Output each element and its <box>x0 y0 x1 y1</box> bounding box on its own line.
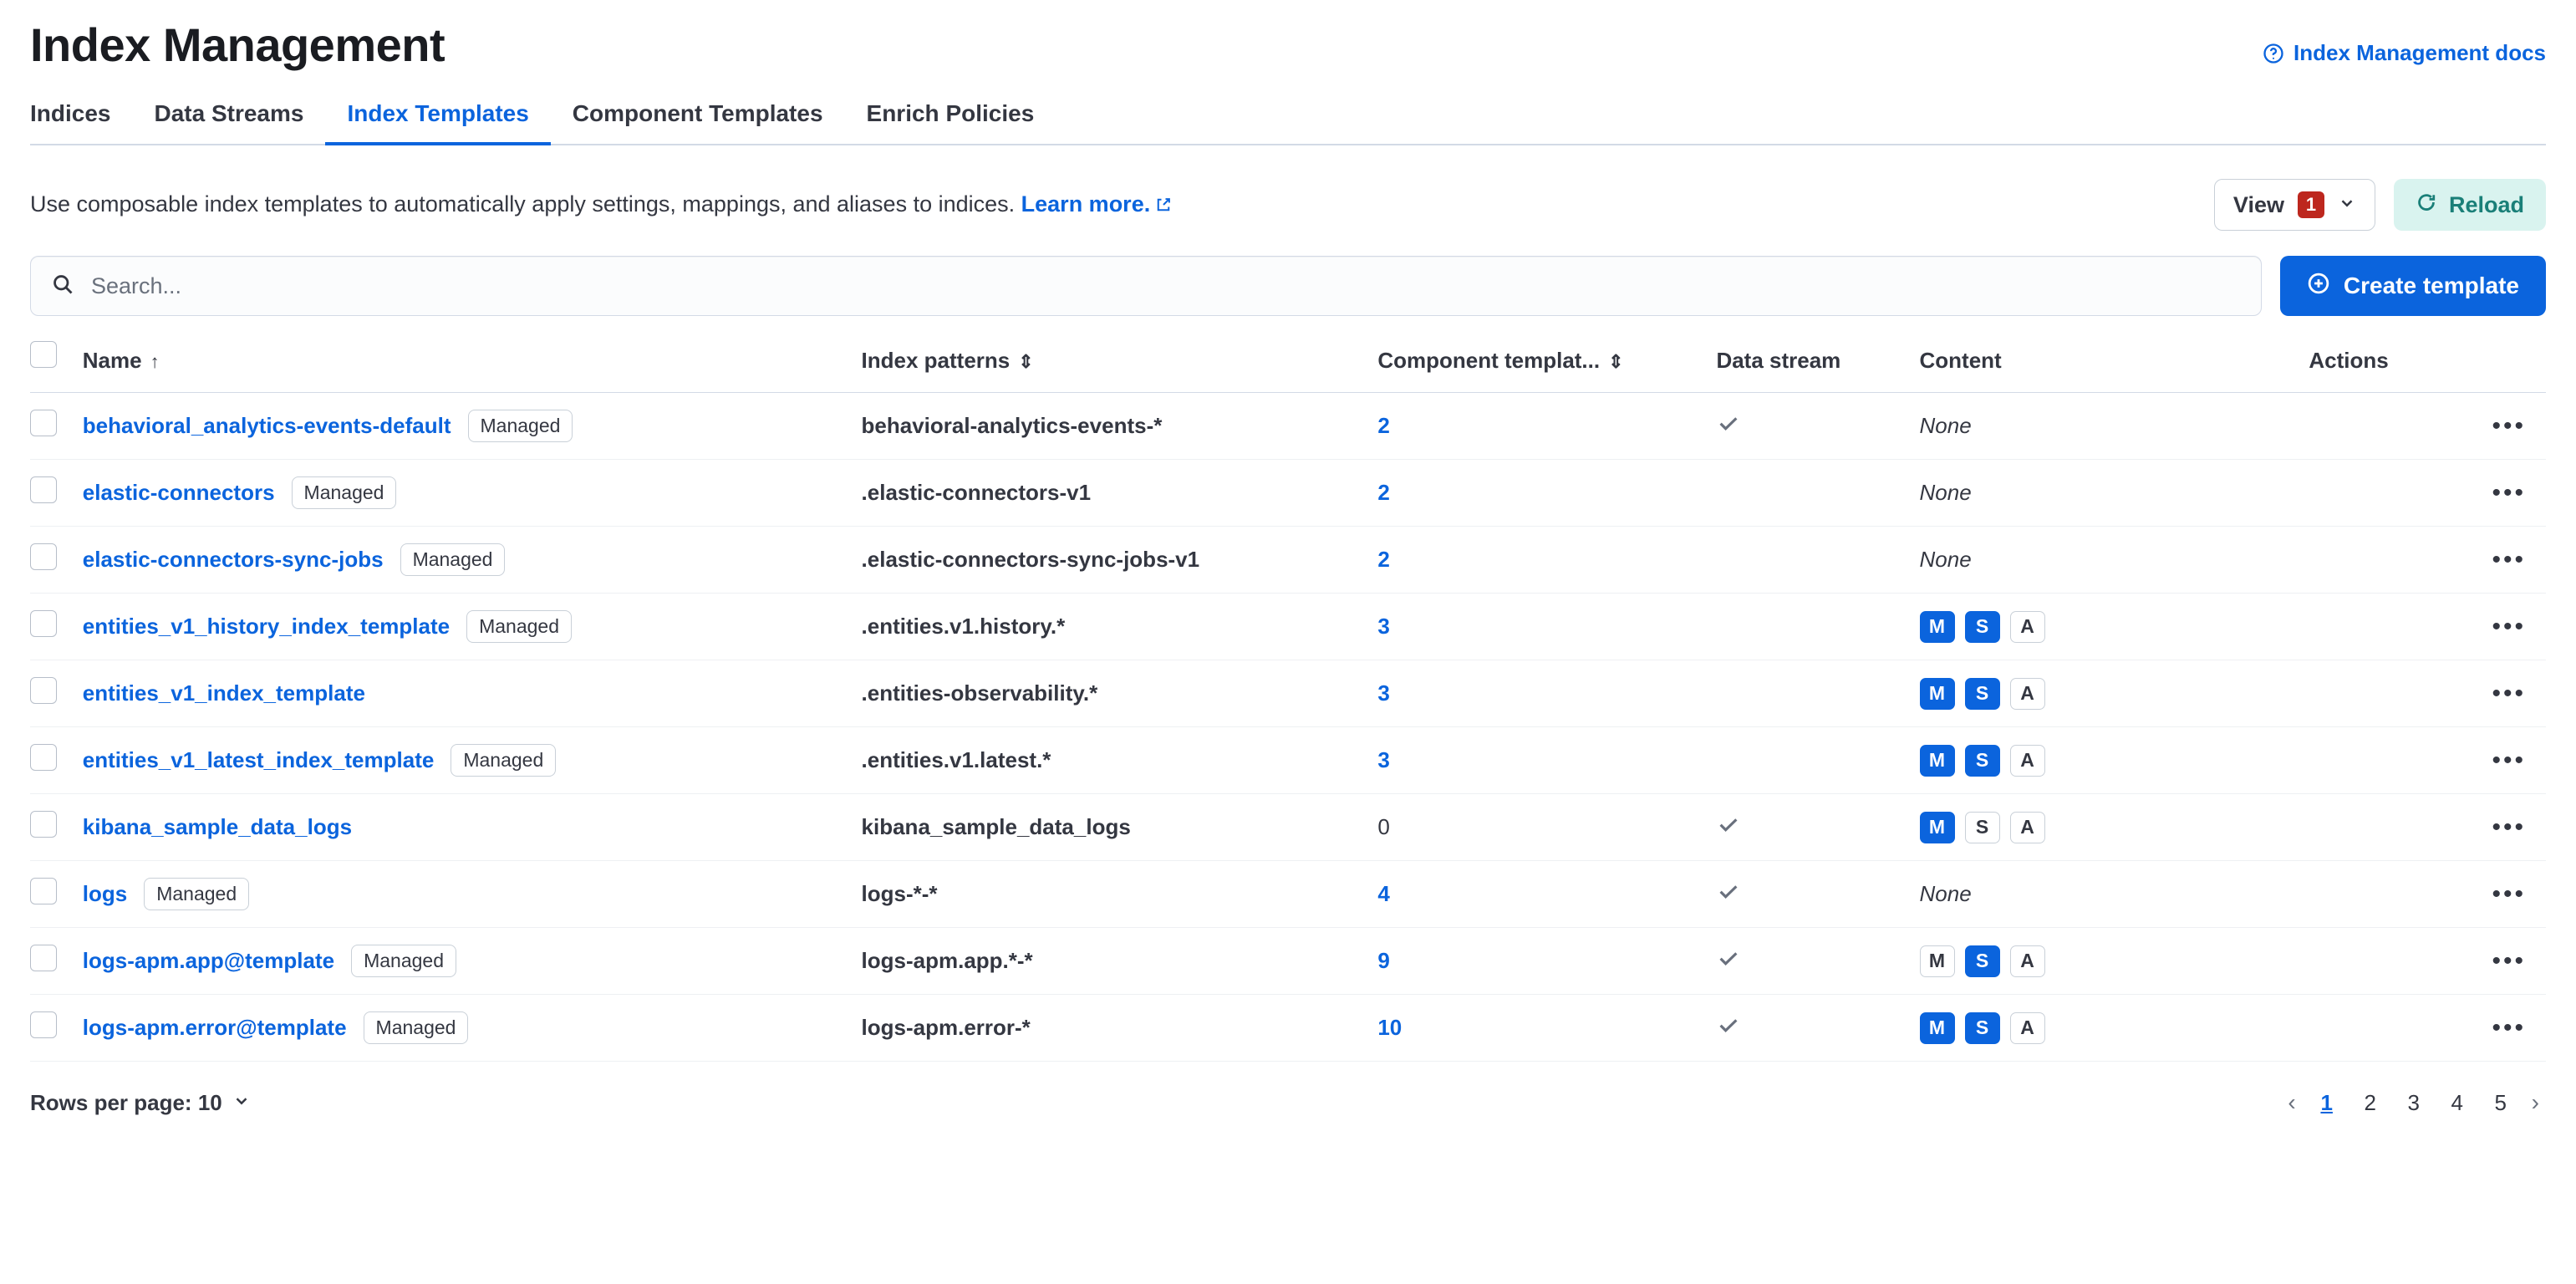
data-stream-cell <box>1716 928 1919 995</box>
row-actions-button[interactable]: ••• <box>2492 746 2526 774</box>
content-badge-m: M <box>1920 1012 1955 1044</box>
index-pattern-cell <box>862 861 1378 928</box>
component-templates-cell <box>1377 995 1716 1062</box>
content-badge-s: S <box>1965 611 2000 643</box>
component-templates-cell <box>1377 660 1716 727</box>
table-row <box>30 794 2546 861</box>
actions-cell <box>2309 727 2546 794</box>
content-badge-s: S <box>1965 678 2000 710</box>
tab-enrich-policies[interactable]: Enrich Policies <box>866 100 1035 126</box>
content-badge-m: M <box>1920 812 1955 843</box>
table-row <box>30 460 2546 527</box>
row-select-cell <box>30 995 83 1062</box>
managed-badge: Managed <box>144 878 249 910</box>
data-stream-cell <box>1716 727 1919 794</box>
row-checkbox[interactable] <box>30 878 57 904</box>
index-pattern-cell <box>862 393 1378 460</box>
content-badge-a: A <box>2010 745 2045 777</box>
row-actions-button[interactable]: ••• <box>2492 478 2526 507</box>
column-header-component-templates[interactable] <box>1377 341 1716 393</box>
table-row <box>30 928 2546 995</box>
row-select-cell <box>30 594 83 660</box>
content-cell <box>1920 928 2309 995</box>
template-name-link[interactable]: entities_v1_history_index_template <box>82 614 451 639</box>
column-header-data-stream-label: Data stream <box>1716 348 1841 373</box>
data-stream-cell <box>1716 660 1919 727</box>
component-templates-count[interactable]: 2 <box>1377 413 1390 438</box>
row-checkbox[interactable] <box>30 945 57 971</box>
managed-badge: Managed <box>292 476 397 509</box>
row-checkbox[interactable] <box>30 677 57 704</box>
actions-cell <box>2309 393 2546 460</box>
table-header-row <box>30 341 2546 393</box>
content-badge-m: M <box>1920 678 1955 710</box>
template-name-cell <box>83 527 862 594</box>
content-none-label: None <box>1919 480 1972 505</box>
column-header-content <box>1920 341 2309 393</box>
search-row <box>30 256 2546 316</box>
data-stream-cell <box>1716 794 1919 861</box>
tab-bar <box>30 100 2546 145</box>
content-cell <box>1920 527 2309 594</box>
content-badge-s: S <box>1965 812 2000 843</box>
row-select-cell <box>30 727 83 794</box>
index-pattern-value: .elastic-connectors-sync-jobs-v1 <box>861 547 1200 572</box>
template-name-cell <box>83 794 862 861</box>
actions-cell <box>2309 928 2546 995</box>
check-icon <box>1716 415 1741 441</box>
table-row <box>30 594 2546 660</box>
table-row <box>30 660 2546 727</box>
row-checkbox[interactable] <box>30 811 57 838</box>
tab-indices[interactable]: Indices <box>30 100 111 126</box>
row-checkbox[interactable] <box>30 476 57 503</box>
content-badges <box>1920 678 2309 710</box>
content-badges <box>1920 1012 2309 1044</box>
template-name-cell <box>83 393 862 460</box>
index-pattern-value: .elastic-connectors-v1 <box>861 480 1092 505</box>
column-header-actions-label: Actions <box>2309 348 2389 373</box>
select-all-header <box>30 341 83 393</box>
managed-badge: Managed <box>468 410 573 442</box>
row-select-cell <box>30 527 83 594</box>
component-templates-cell <box>1377 794 1716 861</box>
index-pattern-value: .entities.v1.history.* <box>861 614 1066 639</box>
component-templates-cell <box>1377 527 1716 594</box>
row-select-cell <box>30 928 83 995</box>
index-pattern-cell <box>862 794 1378 861</box>
index-pattern-cell <box>862 727 1378 794</box>
page-title: Index Management <box>30 18 445 71</box>
content-badge-a: A <box>2010 611 2045 643</box>
content-cell <box>1920 861 2309 928</box>
component-templates-count[interactable]: 4 <box>1377 881 1390 906</box>
template-name-cell <box>83 727 862 794</box>
template-name-link[interactable]: logs-apm.app@template <box>82 948 335 973</box>
tab-data-streams[interactable]: Data Streams <box>154 100 304 126</box>
page-header <box>30 0 2546 72</box>
column-header-name-label: Name <box>82 348 142 373</box>
column-header-index-patterns-label: Index patterns <box>861 348 1011 373</box>
column-header-content-label: Content <box>1919 348 2002 373</box>
index-pattern-cell <box>862 928 1378 995</box>
column-header-data-stream <box>1716 341 1919 393</box>
previous-page-button[interactable]: ‹ <box>2288 1089 2296 1115</box>
data-stream-cell <box>1716 460 1919 527</box>
chevron-down-icon <box>2338 192 2356 218</box>
template-name-link[interactable]: elastic-connectors-sync-jobs <box>82 547 384 572</box>
docs-link-label: Index Management docs <box>2293 40 2546 65</box>
content-cell <box>1920 460 2309 527</box>
create-template-label: Create template <box>2343 273 2519 298</box>
index-templates-table <box>30 341 2546 1062</box>
component-templates-count[interactable]: 3 <box>1377 747 1390 772</box>
create-template-button[interactable] <box>2280 256 2546 316</box>
table-row <box>30 527 2546 594</box>
template-name-link[interactable]: elastic-connectors <box>82 480 275 505</box>
rows-per-page-selector[interactable] <box>30 1090 251 1116</box>
view-filter-count-badge: 1 <box>2298 191 2324 218</box>
content-badge-s: S <box>1965 1012 2000 1044</box>
row-actions-button[interactable]: ••• <box>2492 411 2526 440</box>
template-name-link[interactable]: logs-apm.error@template <box>82 1015 347 1040</box>
sort-both-icon: ⇕ <box>1018 351 1034 372</box>
content-badge-a: A <box>2010 812 2045 843</box>
table-body <box>30 393 2546 1062</box>
content-badges <box>1920 611 2309 643</box>
row-checkbox[interactable] <box>30 744 57 771</box>
table-row <box>30 727 2546 794</box>
rows-per-page-label: Rows per page: 10 <box>30 1089 222 1115</box>
refresh-icon <box>2416 191 2437 219</box>
managed-badge: Managed <box>451 744 556 777</box>
table-footer <box>30 1083 2546 1139</box>
index-pattern-value: logs-apm.error-* <box>861 1015 1031 1040</box>
page-button-1[interactable]: 1 <box>2320 1089 2333 1115</box>
actions-cell <box>2309 594 2546 660</box>
row-checkbox[interactable] <box>30 410 57 436</box>
component-templates-count[interactable]: 10 <box>1377 1015 1403 1040</box>
template-name-cell <box>83 861 862 928</box>
component-templates-count[interactable]: 2 <box>1377 480 1390 505</box>
row-select-cell <box>30 393 83 460</box>
actions-cell <box>2309 861 2546 928</box>
component-templates-cell <box>1377 928 1716 995</box>
row-select-cell <box>30 660 83 727</box>
reload-button-label: Reload <box>2448 191 2524 217</box>
template-name-cell <box>83 460 862 527</box>
component-templates-count[interactable]: 3 <box>1377 614 1390 639</box>
actions-cell <box>2309 995 2546 1062</box>
index-pattern-cell <box>862 527 1378 594</box>
component-templates-count: 0 <box>1377 814 1390 839</box>
sort-both-icon: ⇕ <box>1608 351 1624 372</box>
actions-cell <box>2309 527 2546 594</box>
row-actions-button[interactable]: ••• <box>2492 946 2526 975</box>
data-stream-cell <box>1716 594 1919 660</box>
content-badges <box>1920 945 2309 977</box>
index-pattern-cell <box>862 594 1378 660</box>
content-cell <box>1920 794 2309 861</box>
select-all-checkbox[interactable] <box>30 341 57 368</box>
content-badge-s: S <box>1965 945 2000 977</box>
content-badge-a: A <box>2010 678 2045 710</box>
page-button-5[interactable]: 5 <box>2494 1089 2507 1115</box>
data-stream-cell <box>1716 861 1919 928</box>
row-select-cell <box>30 794 83 861</box>
content-cell <box>1920 995 2309 1062</box>
description-row <box>30 179 2546 231</box>
content-badges <box>1920 812 2309 843</box>
content-cell <box>1920 594 2309 660</box>
page-button-3[interactable]: 3 <box>2407 1089 2420 1115</box>
index-management-docs-link[interactable] <box>2262 40 2546 66</box>
managed-badge: Managed <box>466 610 572 643</box>
page-button-2[interactable]: 2 <box>2364 1089 2376 1115</box>
search-input[interactable] <box>89 273 2241 300</box>
managed-badge: Managed <box>351 945 456 977</box>
row-actions-button[interactable]: ••• <box>2492 545 2526 573</box>
content-none-label: None <box>1919 413 1972 438</box>
index-pattern-value: kibana_sample_data_logs <box>861 814 1131 839</box>
next-page-button[interactable]: › <box>2531 1089 2539 1115</box>
row-select-cell <box>30 460 83 527</box>
managed-badge: Managed <box>400 543 506 576</box>
row-actions-button[interactable]: ••• <box>2492 612 2526 640</box>
index-pattern-value: .entities-observability.* <box>861 680 1098 706</box>
pagination <box>2281 1083 2546 1122</box>
row-select-cell <box>30 861 83 928</box>
table-row <box>30 995 2546 1062</box>
search-box[interactable] <box>30 256 2262 316</box>
table-row <box>30 393 2546 460</box>
component-templates-cell <box>1377 594 1716 660</box>
row-actions-button[interactable]: ••• <box>2492 879 2526 908</box>
view-button-label: View <box>2232 191 2284 217</box>
row-checkbox[interactable] <box>30 1011 57 1038</box>
data-stream-cell <box>1716 995 1919 1062</box>
template-name-cell <box>83 660 862 727</box>
template-name-link[interactable]: logs <box>82 881 128 906</box>
index-pattern-cell <box>862 660 1378 727</box>
template-name-cell <box>83 995 862 1062</box>
index-pattern-value: logs-*-* <box>861 881 938 906</box>
content-badge-m: M <box>1920 945 1955 977</box>
data-stream-cell <box>1716 527 1919 594</box>
actions-cell <box>2309 794 2546 861</box>
template-name-link[interactable]: entities_v1_index_template <box>82 680 365 706</box>
table-row <box>30 861 2546 928</box>
content-badge-m: M <box>1920 611 1955 643</box>
component-templates-count[interactable]: 3 <box>1377 680 1390 706</box>
row-actions-button[interactable]: ••• <box>2492 679 2526 707</box>
row-actions-button[interactable]: ••• <box>2492 1013 2526 1042</box>
template-name-link[interactable]: behavioral_analytics-events-default <box>82 413 451 438</box>
search-icon <box>51 273 74 300</box>
content-badge-m: M <box>1920 745 1955 777</box>
view-filter-button[interactable] <box>2214 179 2375 231</box>
component-templates-cell <box>1377 727 1716 794</box>
check-icon <box>1716 883 1741 909</box>
column-header-component-templates-label: Component templat... <box>1377 348 1601 373</box>
actions-cell <box>2309 660 2546 727</box>
component-templates-count[interactable]: 9 <box>1377 948 1390 973</box>
description-text <box>30 188 1172 222</box>
column-header-actions <box>2309 341 2546 393</box>
plus-circle-icon <box>2307 272 2330 301</box>
row-actions-button[interactable]: ••• <box>2492 813 2526 841</box>
index-pattern-value: .entities.v1.latest.* <box>861 747 1051 772</box>
component-templates-count[interactable]: 2 <box>1377 547 1390 572</box>
data-stream-cell <box>1716 393 1919 460</box>
column-header-name[interactable] <box>83 341 862 393</box>
sort-asc-icon: ↑ <box>150 351 160 372</box>
content-none-label: None <box>1919 881 1972 906</box>
content-cell <box>1920 660 2309 727</box>
reload-button[interactable] <box>2394 179 2546 231</box>
content-cell <box>1920 727 2309 794</box>
index-pattern-cell <box>862 460 1378 527</box>
external-link-icon <box>1155 190 1172 222</box>
template-name-link[interactable]: kibana_sample_data_logs <box>82 814 353 839</box>
column-header-index-patterns[interactable] <box>862 341 1378 393</box>
toolbar-actions <box>2214 179 2546 231</box>
template-name-link[interactable]: entities_v1_latest_index_template <box>82 747 435 772</box>
content-none-label: None <box>1919 547 1972 572</box>
check-icon <box>1716 816 1741 842</box>
tab-component-templates[interactable]: Component Templates <box>572 100 823 126</box>
index-pattern-cell <box>862 995 1378 1062</box>
template-name-cell <box>83 594 862 660</box>
help-circle-icon <box>2262 42 2285 65</box>
row-checkbox[interactable] <box>30 543 57 570</box>
component-templates-cell <box>1377 460 1716 527</box>
index-pattern-value: logs-apm.app.*-* <box>861 948 1033 973</box>
description-sentence: Use composable index templates to automatically apply settings, mappings, and aliases to indices. <box>30 191 1016 217</box>
tab-index-templates[interactable]: Index Templates <box>325 100 550 144</box>
component-templates-cell <box>1377 393 1716 460</box>
component-templates-cell <box>1377 861 1716 928</box>
index-pattern-value: behavioral-analytics-events-* <box>861 413 1163 438</box>
content-badges <box>1920 745 2309 777</box>
check-icon <box>1716 1016 1741 1042</box>
check-icon <box>1716 950 1741 976</box>
content-cell <box>1920 393 2309 460</box>
content-badge-s: S <box>1965 745 2000 777</box>
row-checkbox[interactable] <box>30 610 57 637</box>
managed-badge: Managed <box>364 1011 469 1044</box>
content-badge-a: A <box>2010 945 2045 977</box>
chevron-down-icon <box>232 1090 251 1116</box>
actions-cell <box>2309 460 2546 527</box>
page-button-4[interactable]: 4 <box>2451 1089 2463 1115</box>
learn-more-link[interactable]: Learn more. <box>1021 191 1151 217</box>
template-name-cell <box>83 928 862 995</box>
content-badge-a: A <box>2010 1012 2045 1044</box>
